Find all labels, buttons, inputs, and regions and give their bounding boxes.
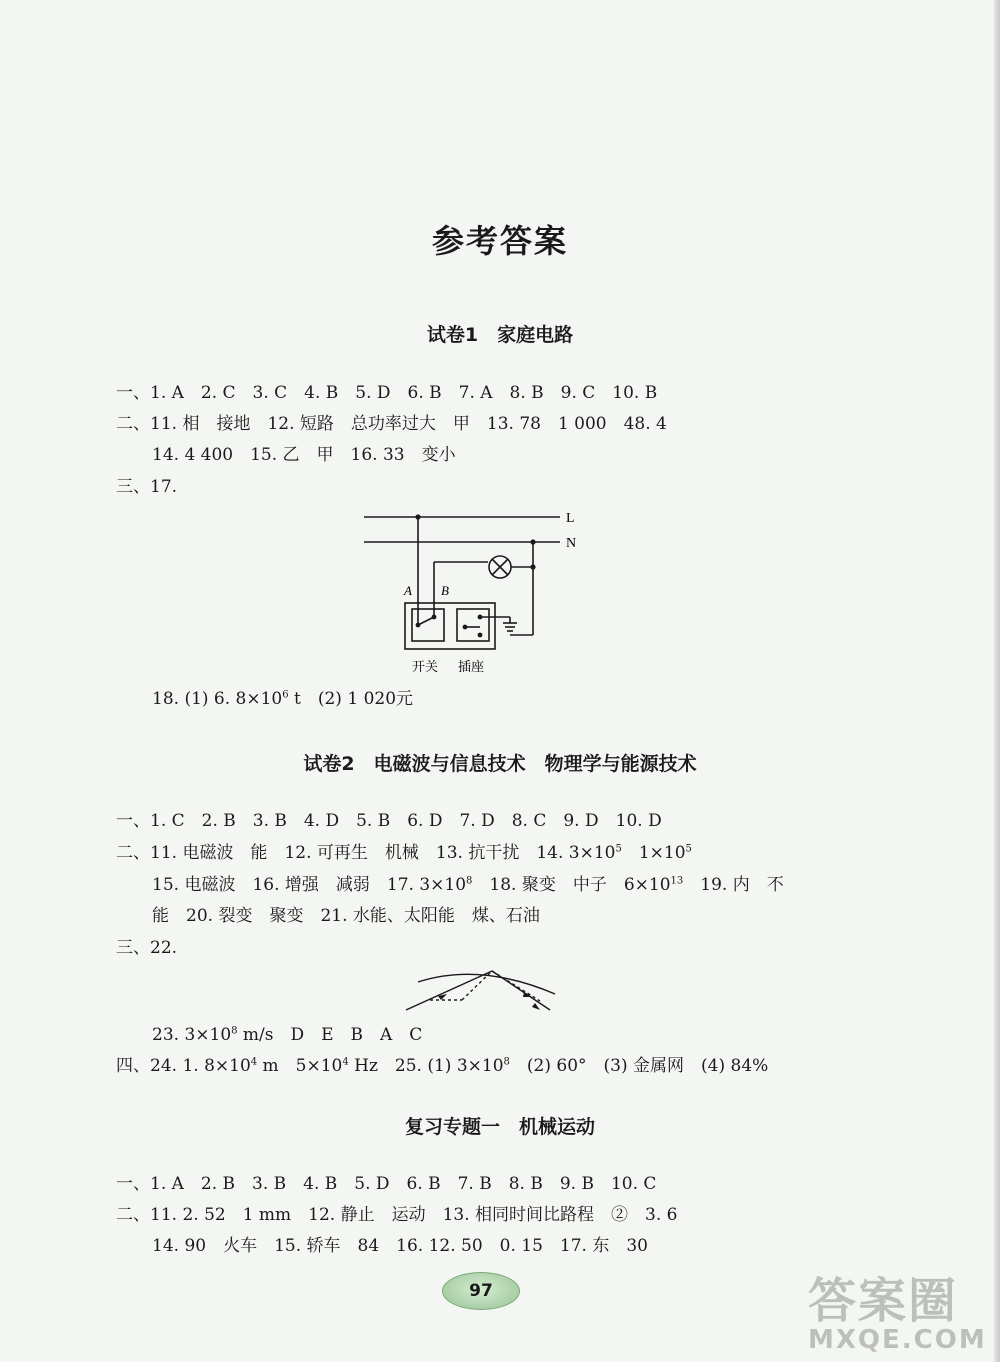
section-2-line-7: 四、24. 1. $8\times 10^4$ m $5\times 10^4$ Hz 25. (1) $3\times 10^8$ (2) 60° (3) 金属网 (4) 84% [116,1056,769,1076]
watermark-logo [808,1262,998,1360]
watermark-site: MXQE.COM [808,1325,987,1355]
label-L: L [566,511,575,526]
section-3-line-3: 14. 90 火车 15. 轿车 84 16. 12. 50 0. 15 17. 东 30 [152,1236,648,1256]
section-3-line-1: 一、1. A 2. B 3. B 4. B 5. D 6. B 7. B 8. B 9. B 10. C [116,1174,657,1194]
section-1-line-3: 14. 4 400 15. 乙 甲 16. 33 变小 [152,445,456,465]
page-title: 参考答案 [431,222,568,260]
section-1-line-4: 三、17. [116,477,178,497]
section-1-line-2: 二、11. 相 接地 12. 短路 总功率过大 甲 13. 78 1 000 48. 4 [116,414,667,434]
reflected-ray [492,971,550,1010]
section-2-line-1: 一、1. C 2. B 3. B 4. D 5. B 6. D 7. D 8. C 9. D 10. D [116,811,662,831]
section-2-line-4: 能 20. 裂变 聚变 21. 水能、太阳能 煤、石油 [152,906,540,926]
label-A: A [404,583,412,598]
section-1-heading: 试卷1 家庭电路 [426,324,574,346]
light-path-diagram [400,966,560,1016]
section-2-line-6: 23. $3\times 10^8$ m/s D E B A C [152,1025,423,1045]
watermark-mark: 答案圈 [808,1273,959,1329]
socket-box [457,609,489,641]
label-switch: 开关 [412,660,439,675]
arrow-icon [523,992,532,997]
section-2-line-2: 二、11. 电磁波 能 12. 可再生 机械 13. 抗干扰 14. $3\times 10^5$ $1\times 10^5$ [116,843,692,863]
section-3-line-2: 二、11. 2. 52 1 mm 12. 静止 运动 13. 相同时间比路程 ② 3. 6 [116,1205,678,1225]
upper-boundary [418,974,555,994]
section-3-heading: 复习专题一 机械运动 [404,1116,595,1138]
label-N: N [566,536,577,551]
section-2-line-5: 三、22. [116,938,178,958]
arrow-icon [532,1003,540,1010]
label-B: B [441,583,449,598]
page-edge [994,0,1000,1362]
page-number: 97 [442,1272,520,1310]
label-socket: 插座 [458,660,485,675]
incident-ray [406,971,492,1010]
section-2-heading: 试卷2 电磁波与信息技术 物理学与能源技术 [303,753,697,775]
section-2-line-3: 15. 电磁波 16. 增强 减弱 17. $3\times 10^8$ 18. 聚变 中子 $6\times 10^{13}$ 19. 内 不 [152,875,784,895]
section-1-line-1: 一、1. A 2. C 3. C 4. B 5. D 6. B 7. A 8. B 9. C 10. B [116,383,658,403]
circuit-diagram [360,505,600,680]
section-1-line-5: 18. (1) 6. $8\times 10^6$ t (2) 1 020元 [152,689,414,709]
